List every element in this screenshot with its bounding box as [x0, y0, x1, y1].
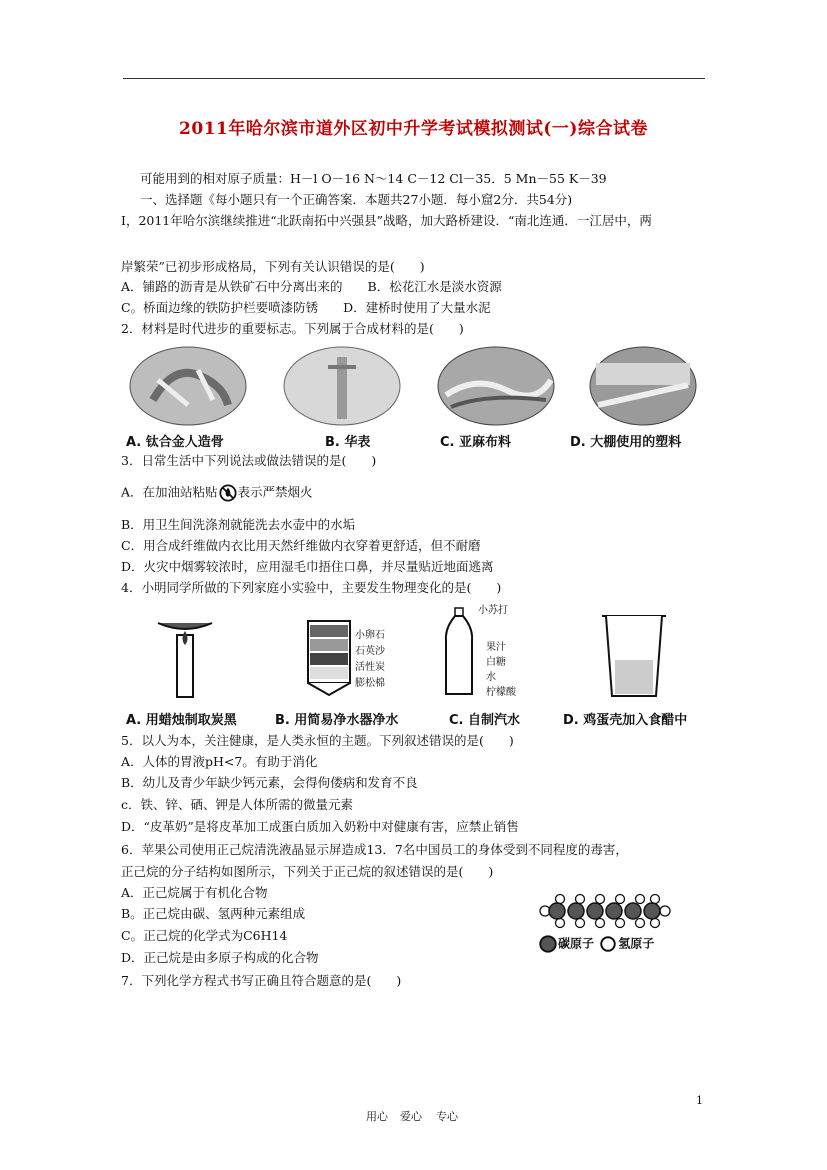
q4-caption-b: B. 用简易净水器净水	[275, 713, 399, 728]
q2-caption-d: D. 大棚使用的塑料	[570, 435, 682, 450]
footer-item-3: 专心	[436, 1110, 458, 1123]
q3-option-a: A．在加油站粘贴 表示严禁烟火	[121, 484, 313, 502]
q6-option-a: A．正己烷属于有机化合物	[121, 885, 268, 900]
hydrogen-atom-icon	[599, 935, 617, 953]
q5-stem: 5．以人为本，关注健康，是人类永恒的主题。下列叙述错误的是( )	[121, 733, 514, 748]
q6-option-c: C。正己烷的化学式为C6H14	[121, 928, 288, 943]
q7-stem: 7．下列化学方程式书写正确且符合题意的是( )	[121, 973, 402, 988]
linen-cloth-photo	[436, 345, 556, 427]
candle-soot-diagram	[150, 615, 220, 700]
footer-item-2: 爱心	[400, 1110, 422, 1123]
q4-stem: 4．小明同学所做的下列家庭小实验中，主要发生物理变化的是( )	[121, 580, 502, 595]
q6-stem-line1: 6．苹果公司使用正己烷清洗液晶显示屏造成13．7名中国员工的身体受到不同程度的毒害，	[121, 842, 628, 857]
filter-label-pebbles: 小卵石	[355, 630, 385, 641]
q4-caption-c: C. 自制汽水	[449, 713, 521, 728]
q4-caption-a: A. 用蜡烛制取炭黑	[126, 713, 237, 728]
q6-stem-line2: 正己烷的分子结构如图所示，下列关于正己烷的叙述错误的是( )	[121, 864, 494, 879]
atomic-masses: 可能用到的相对原子质量：H－l O－16 N～14 C－12 Cl－35．5 Mn－55 K－39	[140, 171, 607, 186]
q1-options-cd: C。桥面边缘的铁防护栏要喷漆防锈 D．建桥时使用了大量水泥	[121, 300, 491, 315]
q2-caption-a: A. 钛合金人造骨	[126, 435, 224, 450]
q6-option-d: D．正己烷是由多原子构成的化合物	[121, 950, 319, 965]
q5-option-a: A．人体的胃液pH<7。有助于消化	[121, 754, 318, 769]
q3-option-d: D．火灾中烟雾较浓时，应用湿毛巾捂住口鼻，并尽量贴近地面逃离	[121, 559, 494, 574]
soda-bottle-diagram	[440, 606, 480, 700]
q2-caption-b: B. 华表	[325, 435, 371, 450]
water-filter-diagram	[302, 615, 357, 700]
q4-caption-d: D. 鸡蛋壳加入食醋中	[563, 713, 688, 728]
q1-stem-line2: 岸繁荣”已初步形成格局，下列有关认识错误的是( )	[121, 259, 425, 274]
bottle-label-sugar: 白糖	[486, 657, 506, 668]
q5-option-d: D．“皮革奶”是将皮革加工成蛋白质加入奶粉中对健康有害，应禁止销售	[121, 819, 519, 834]
titanium-bone-photo	[128, 345, 248, 427]
hexane-molecule-diagram	[535, 893, 675, 929]
eggshell-vinegar-diagram	[598, 612, 670, 700]
header-rule	[123, 78, 705, 79]
molecule-legend: 碳原子 氢原子	[538, 935, 654, 953]
q6-option-b: B。正己烷由碳、氢两种元素组成	[121, 906, 306, 921]
carbon-atom-icon	[539, 935, 557, 953]
greenhouse-plastic-photo	[588, 345, 698, 427]
q3-option-b: B．用卫生间洗涤剂就能洗去水壶中的水垢	[121, 517, 356, 532]
q2-caption-c: C. 亚麻布料	[440, 435, 512, 450]
section-heading: 一、选择题《每小题只有一个正确答案．本题共27小题．每小窟2分．共54分)	[140, 192, 573, 207]
bottle-label-water: 水	[486, 672, 496, 683]
page-number: 1	[696, 1094, 703, 1107]
page-title: 2011年哈尔滨市道外区初中升学考试模拟测试(一)综合试卷	[179, 119, 648, 139]
q2-stem: 2．材料是时代进步的重要标志。下列属于合成材料的是( )	[121, 321, 464, 336]
q3-stem: 3．日常生活中下列说法或做法错误的是( )	[121, 453, 377, 468]
filter-label-sand: 石英沙	[355, 646, 385, 657]
q5-option-c: c．铁、锌、硒、钾是人体所需的微量元素	[121, 797, 354, 812]
bottle-label-juice: 果汁	[486, 642, 506, 653]
bottle-label-citric-acid: 柠檬酸	[486, 687, 516, 698]
filter-label-cotton: 膨松棉	[355, 678, 385, 689]
q3-option-c: C．用合成纤维做内衣比用天然纤维做内衣穿着更舒适，但不耐磨	[121, 538, 481, 553]
footer-item-1: 用心	[366, 1110, 388, 1123]
huabiao-photo	[282, 345, 402, 427]
q1-stem-line1: I，2011年哈尔滨继续推进“北跃南拓中兴强县”战略，加大路桥建设．“南北连通．一江居中，两	[121, 213, 652, 228]
no-fire-icon	[219, 484, 237, 502]
filter-label-carbon: 活性炭	[355, 662, 385, 673]
q5-option-b: B．幼儿及青少年缺少钙元素，会得佝偻病和发育不良	[121, 775, 418, 790]
bottle-label-baking-soda: 小苏打	[478, 605, 508, 616]
q1-options-ab: A．铺路的沥青是从铁矿石中分离出来的 B．松花江水是淡水资源	[121, 279, 502, 294]
